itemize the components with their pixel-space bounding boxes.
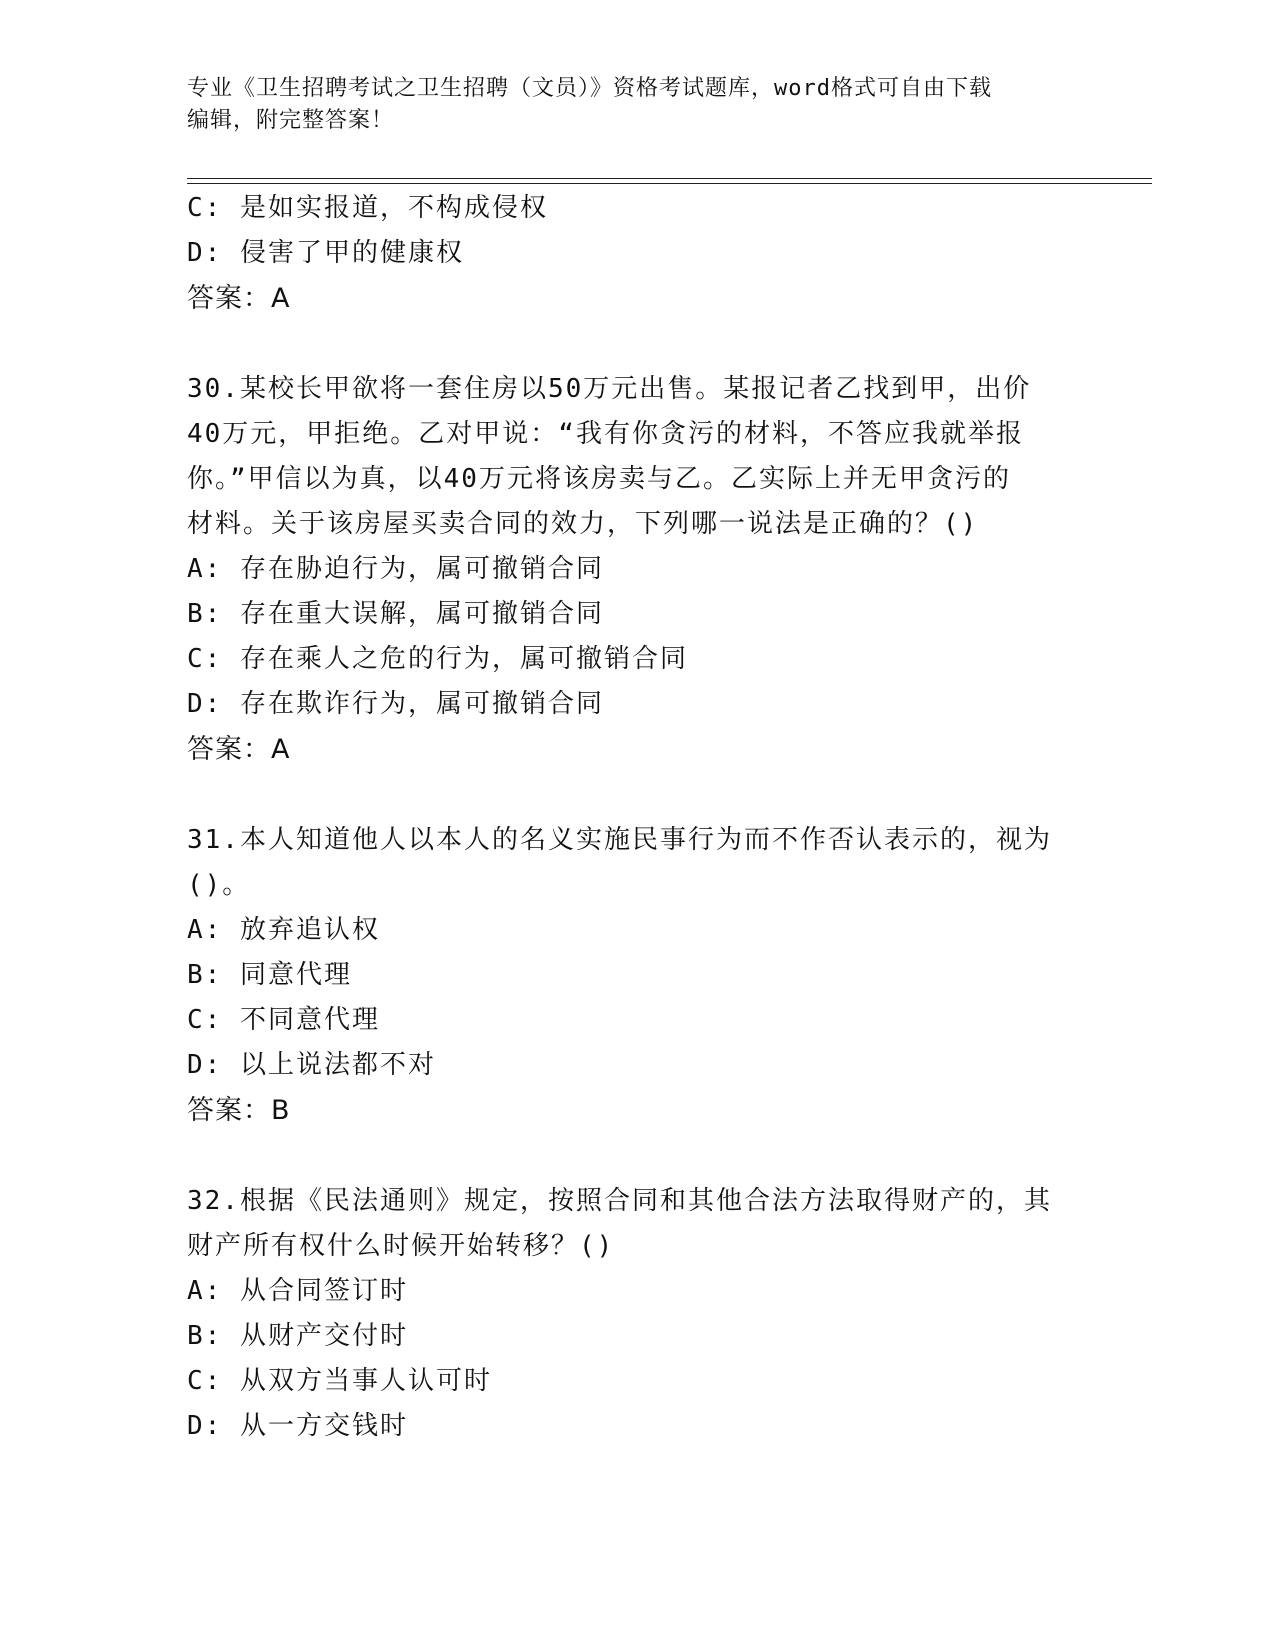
- q30-option-d: D: 存在欺诈行为，属可撤销合同: [187, 689, 604, 719]
- header-line-2: 编辑，附完整答案！: [187, 108, 395, 133]
- q32-option-a: A: 从合同签订时: [187, 1276, 408, 1306]
- q30-stem-line: 材料。关于该房屋买卖合同的效力，下列哪一说法是正确的？(): [187, 509, 979, 539]
- q32-stem-line: 32.根据《民法通则》规定，按照合同和其他合法方法取得财产的，其: [187, 1186, 1052, 1216]
- q31-stem-line: 31.本人知道他人以本人的名义实施民事行为而不作否认表示的，视为: [187, 825, 1052, 855]
- q30-option-c: C: 存在乘人之危的行为，属可撤销合同: [187, 644, 688, 674]
- q30-stem-line: 30.某校长甲欲将一套住房以50万元出售。某报记者乙找到甲，出价: [187, 374, 1032, 404]
- q30-option-b: B: 存在重大误解，属可撤销合同: [187, 599, 604, 629]
- q31-option-a: A: 放弃追认权: [187, 915, 380, 945]
- header-divider-bottom: [187, 183, 1152, 184]
- q32-option-b: B: 从财产交付时: [187, 1321, 408, 1351]
- q32-option-d: D: 从一方交钱时: [187, 1411, 408, 1441]
- prev-option-d: D: 侵害了甲的健康权: [187, 238, 464, 268]
- q31-stem-line: ()。: [187, 870, 251, 900]
- q31-option-c: C: 不同意代理: [187, 1005, 380, 1035]
- prev-option-c: C: 是如实报道，不构成侵权: [187, 193, 548, 223]
- q31-option-b: B: 同意代理: [187, 960, 352, 990]
- header-divider-top: [187, 178, 1152, 179]
- header-line-1: 专业《卫生招聘考试之卫生招聘（文员）》资格考试题库，word格式可自由下载: [187, 76, 992, 101]
- q30-stem-line: 40万元，甲拒绝。乙对甲说：“我有你贪污的材料，不答应我就举报: [187, 419, 1024, 449]
- q31-answer: 答案：B: [187, 1095, 291, 1126]
- document-header: [187, 73, 1087, 137]
- q31-option-d: D: 以上说法都不对: [187, 1050, 436, 1080]
- q32-stem-line: 财产所有权什么时候开始转移？(): [187, 1231, 615, 1261]
- q32-option-c: C: 从双方当事人认可时: [187, 1366, 492, 1396]
- q30-option-a: A: 存在胁迫行为，属可撤销合同: [187, 554, 604, 584]
- q30-answer: 答案：A: [187, 734, 291, 765]
- prev-answer: 答案：A: [187, 283, 291, 314]
- q30-stem-line: 你。”甲信以为真，以40万元将该房卖与乙。乙实际上并无甲贪污的: [187, 464, 1011, 494]
